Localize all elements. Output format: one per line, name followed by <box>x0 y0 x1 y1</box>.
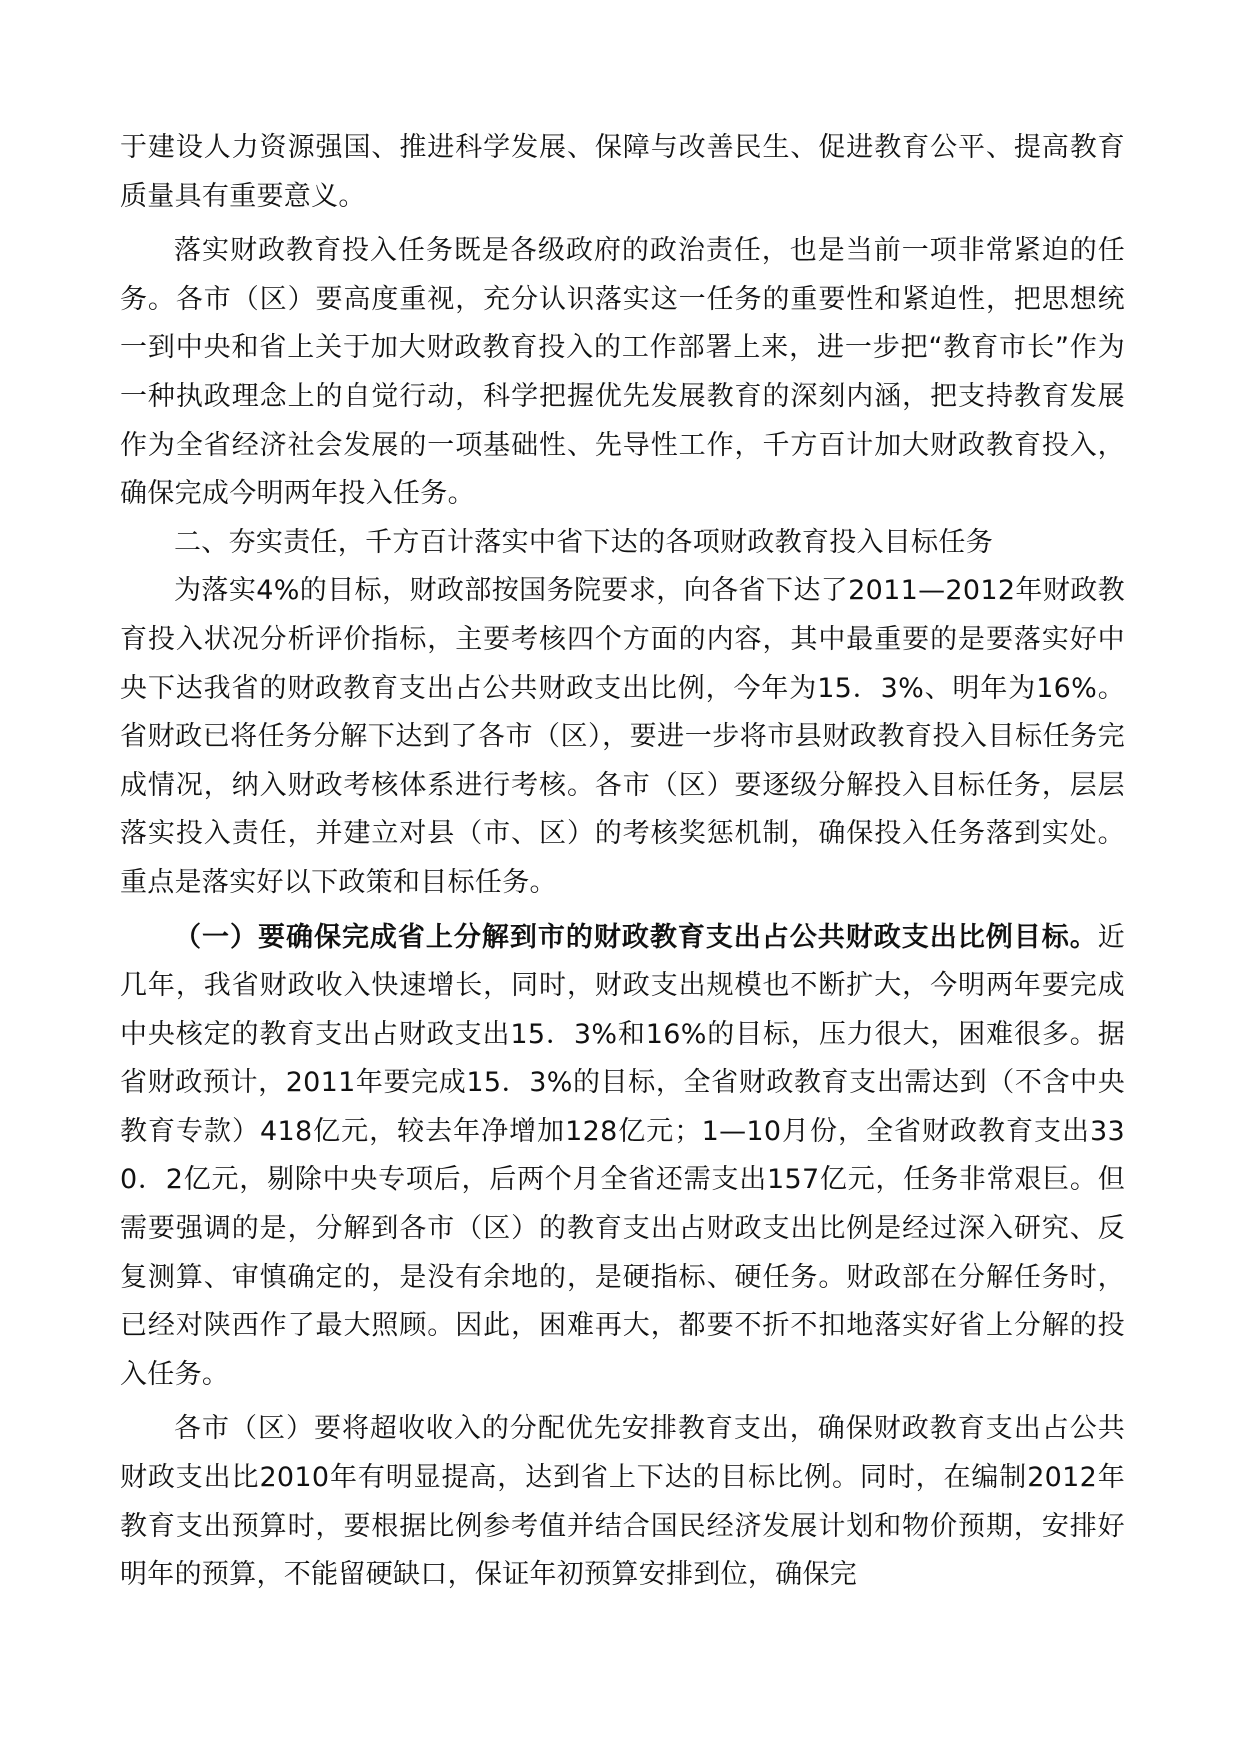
paragraph-text: 近几年，我省财政收入快速增长，同时，财政支出规模也不断扩大，今明两年要完成中央核定的教育支出占财政支出15．3%和16%的目标，压力很大，困难很多。据省财政预计，2011年要完成15．3%的目标，全省财政教育支出需达到（不含中央教育专款）418亿元，较去年净增加128亿元；1—10月份，全省财政教育支出330．2亿元，剔除中央专项后，后两个月全省还需支出157亿元，任务非常艰巨。但需要强调的是，分解到各市（区）的教育支出占财政支出比例是经过深入研究、反复测算、审慎确定的，是没有余地的，是硬指标、硬任务。财政部在分解任务时，已经对陕西作了最大照顾。因此，困难再大，都要不折不扣地落实好省上分解的投入任务。 <box>120 921 1125 1390</box>
document-page <box>120 124 1125 1600</box>
section-heading-2 <box>120 519 1125 568</box>
paragraph-text: 于建设人力资源强国、推进科学发展、保障与改善民生、促进教育公平、提高教育质量具有重要意义。 <box>120 132 1125 212</box>
section-heading-text: 二、夯实责任，千方百计落实中省下达的各项财政教育投入目标任务 <box>174 526 993 558</box>
paragraph-subsection-1 <box>120 914 1125 1400</box>
paragraph-text: 各市（区）要将超收收入的分配优先安排教育支出，确保财政教育支出占公共财政支出比2010年有明显提高，达到省上下达的目标比例。同时，在编制2012年教育支出预算时，要根据比例参考值并结合国民经济发展计划和物价预期，安排好明年的预算，不能留硬缺口，保证年初预算安排到位，确保完 <box>120 1413 1125 1591</box>
subsection-bold-lead: （一）要确保完成省上分解到市的财政教育支出占公共财政支出比例目标。 <box>174 921 1098 953</box>
paragraph-intro-continuation <box>120 124 1125 221</box>
paragraph-text: 落实财政教育投入任务既是各级政府的政治责任，也是当前一项非常紧迫的任务。各市（区）要高度重视，充分认识落实这一任务的重要性和紧迫性，把思想统一到中央和省上关于加大财政教育投入的工作部署上来，进一步把“教育市长”作为一种执政理念上的自觉行动，科学把握优先发展教育的深刻内涵，把支持教育发展作为全省经济社会发展的一项基础性、先导性工作，千方百计加大财政教育投入，确保完成今明两年投入任务。 <box>120 235 1125 510</box>
paragraph-text: 为落实4%的目标，财政部按国务院要求，向各省下达了2011—2012年财政教育投入状况分析评价指标，主要考核四个方面的内容，其中最重要的是要落实好中央下达我省的财政教育支出占公共财政支出比例，今年为15．3%、明年为16%。省财政已将任务分解下达到了各市（区），要进一步将市县财政教育投入目标任务完成情况，纳入财政考核体系进行考核。各市（区）要逐级分解投入目标任务，层层落实投入责任，并建立对县（市、区）的考核奖惩机制，确保投入任务落到实处。重点是落实好以下政策和目标任务。 <box>120 575 1125 898</box>
paragraph-responsibility <box>120 227 1125 519</box>
paragraph-budget <box>120 1405 1125 1599</box>
paragraph-targets <box>120 567 1125 907</box>
